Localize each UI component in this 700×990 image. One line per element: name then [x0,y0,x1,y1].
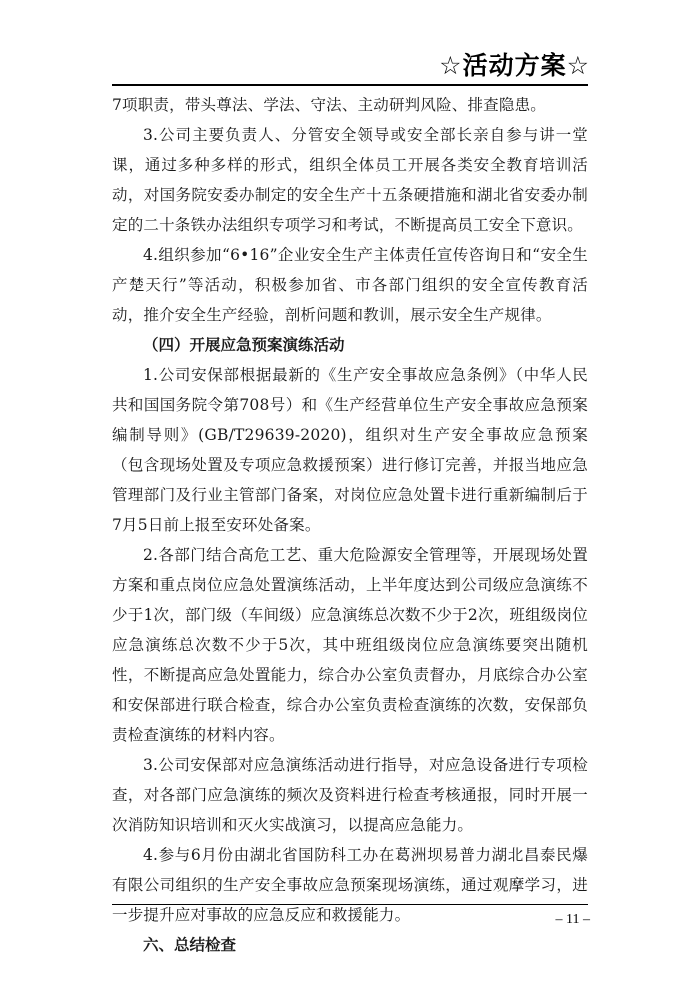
paragraph-emergency-2: 2.各部门结合高危工艺、重大危险源安全管理等，开展现场处置方案和重点岗位应急处置演练活动，上半年度达到公司级应急演练不少于1次，部门级（车间级）应急演练总次数不少于2次，班组级岗位应急演练总次数不少于5次，其中班组级岗位应急演练要突出随机性，不断提高应急处置能力，综合办公室负责督办，月底综合办公室和安保部进行联合检查，综合办公室负责检查演练的次数，安保部负责检查演练的材料内容。 [112,546,588,744]
page-number: – 11 – [555,912,590,927]
footer-divider [112,904,588,905]
paragraph-emergency-4: 4.参与6月份由湖北省国防科工办在葛洲坝易普力湖北昌泰民爆有限公司组织的生产安全事故应急预案现场演练，通过观摩学习，进一步提升应对事故的应急反应和救援能力。 [112,846,588,924]
paragraph-item-4: 4.组织参加“6•16”企业安全生产主体责任宣传咨询日和“安全生产楚天行”等活动，积极参加省、市各部门组织的安全宣传教育活动，推介安全生产经验，剖析问题和教训，展示安全生产规律。 [112,246,588,324]
paragraph-continuation: 7项职责，带头尊法、学法、守法、主动研判风险、排查隐患。 [112,96,546,114]
section-heading-6: 六、总结检查 [143,936,237,954]
header-divider [112,84,588,86]
paragraph-item-3: 3.公司主要负责人、分管安全领导或安全部长亲自参与讲一堂课，通过多种多样的形式，组织全体员工开展各类安全教育培训活动，对国务院安委办制定的安全生产十五条硬措施和湖北省安委办制定的二十条铁办法组织专项学习和考试，不断提高员工安全下意识。 [112,126,588,234]
document-body [112,90,588,960]
paragraph-emergency-3: 3.公司安保部对应急演练活动进行指导，对应急设备进行专项检查，对各部门应急演练的频次及资料进行检查考核通报，同时开展一次消防知识培训和灭火实战演习，以提高应急能力。 [112,756,588,834]
paragraph-emergency-1: 1.公司安保部根据最新的《生产安全事故应急条例》（中华人民共和国国务院令第708号）和《生产经营单位生产安全事故应急预案编制导则》(GB/T29639-2020)，组织对生产安全事故应急预案（包含现场处置及专项应急救援预案）进行修订完善，并报当地应急管理部门及行业主管部门备案，对岗位应急处置卡进行重新编制后于7月5日前上报至安环处备案。 [112,366,588,534]
subsection-heading-4: （四）开展应急预案演练活动 [143,336,345,354]
document-header-title: ☆活动方案☆ [439,51,590,80]
